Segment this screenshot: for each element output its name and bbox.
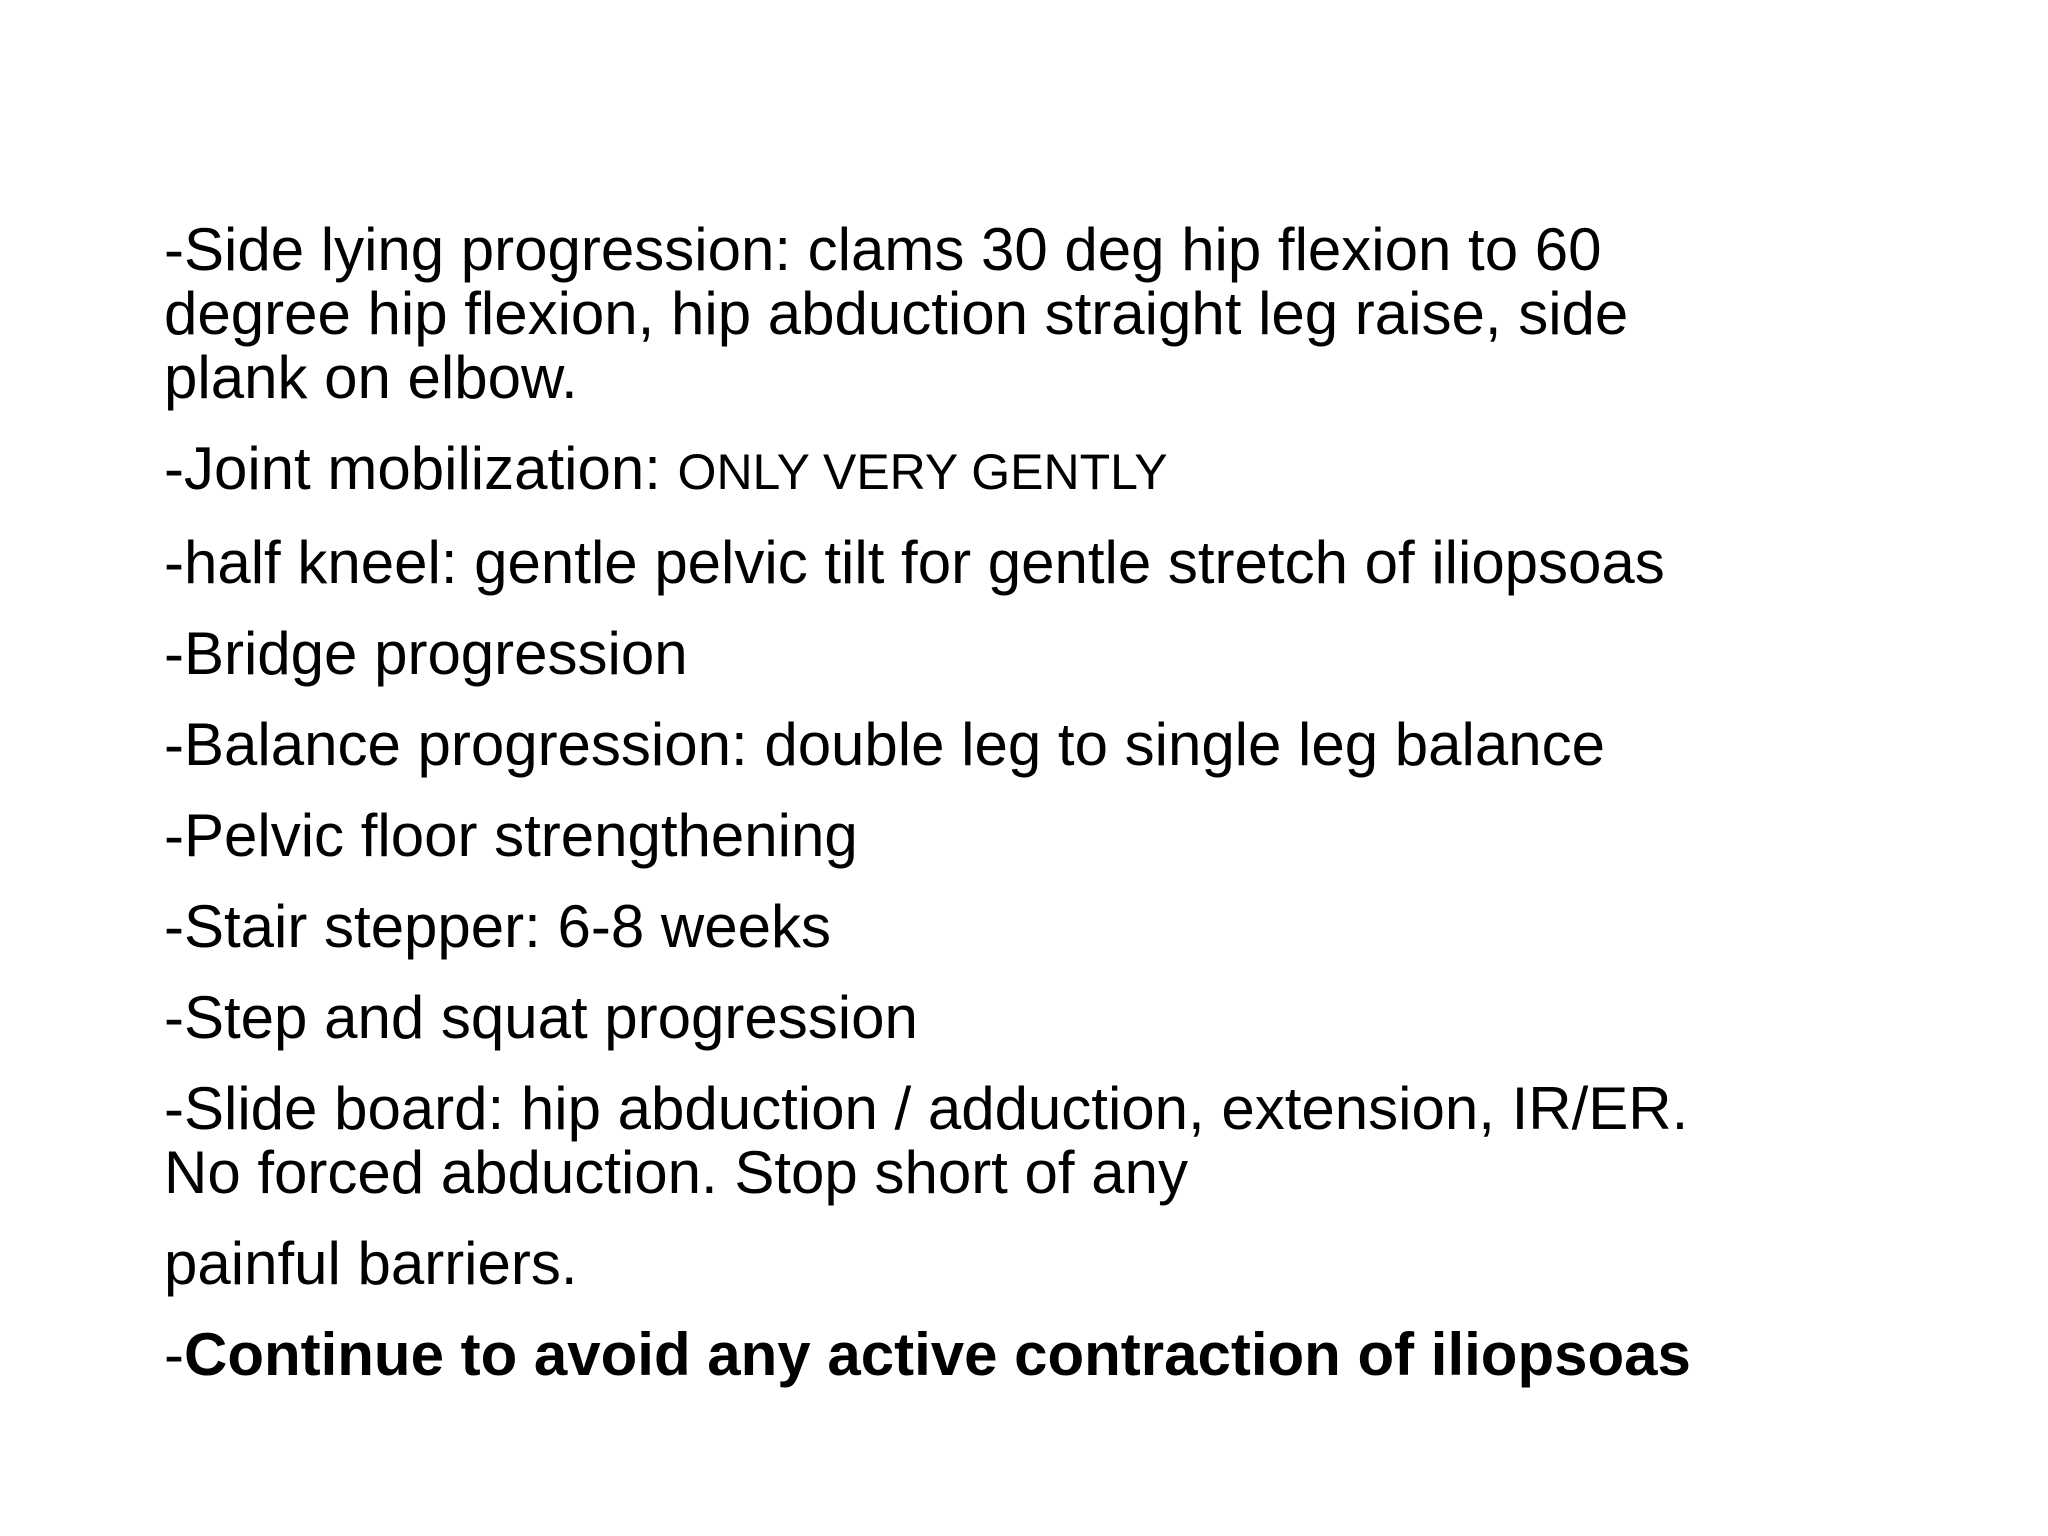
joint-mobilization-emphasis: ONLY VERY GENTLY [677,444,1168,500]
list-item-balance: -Balance progression: double leg to single leg balance [164,711,1605,778]
list-item-iliopsoas-warning [164,1323,1924,1387]
list-item-half-kneel: -half kneel: gentle pelvic tilt for gentle stretch of iliopsoas [164,529,1665,596]
list-item-stair-stepper: -Stair stepper: 6-8 weeks [164,893,831,960]
side-lying-line-1: -Side lying progression: clams 30 deg hip flexion to 60 [164,216,1602,283]
warning-prefix: - [164,1321,184,1388]
list-item-step-squat: -Step and squat progression [164,984,918,1051]
list-item-side-lying [164,218,1924,410]
list-item-slide-board [164,1077,1924,1205]
side-lying-line-3: plank on elbow. [164,344,578,411]
list-item-pelvic-floor: -Pelvic floor strengthening [164,802,858,869]
joint-mobilization-label: -Joint mobilization: [164,435,678,502]
slide-board-line-1: -Slide board: hip abduction / adduction, extension, IR/ER. [164,1075,1689,1142]
list-item-bridge: -Bridge progression [164,620,688,687]
warning-text: Continue to avoid any active contraction of iliopsoas [183,1321,1691,1388]
side-lying-line-2: degree hip flexion, hip abduction straight leg raise, side [164,280,1629,347]
slide-body [164,218,1924,1414]
list-item-joint-mobilization [164,437,1924,504]
slide-board-line-2: No forced abduction. Stop short of any [164,1139,1188,1206]
list-item-painful-barriers: painful barriers. [164,1230,578,1297]
